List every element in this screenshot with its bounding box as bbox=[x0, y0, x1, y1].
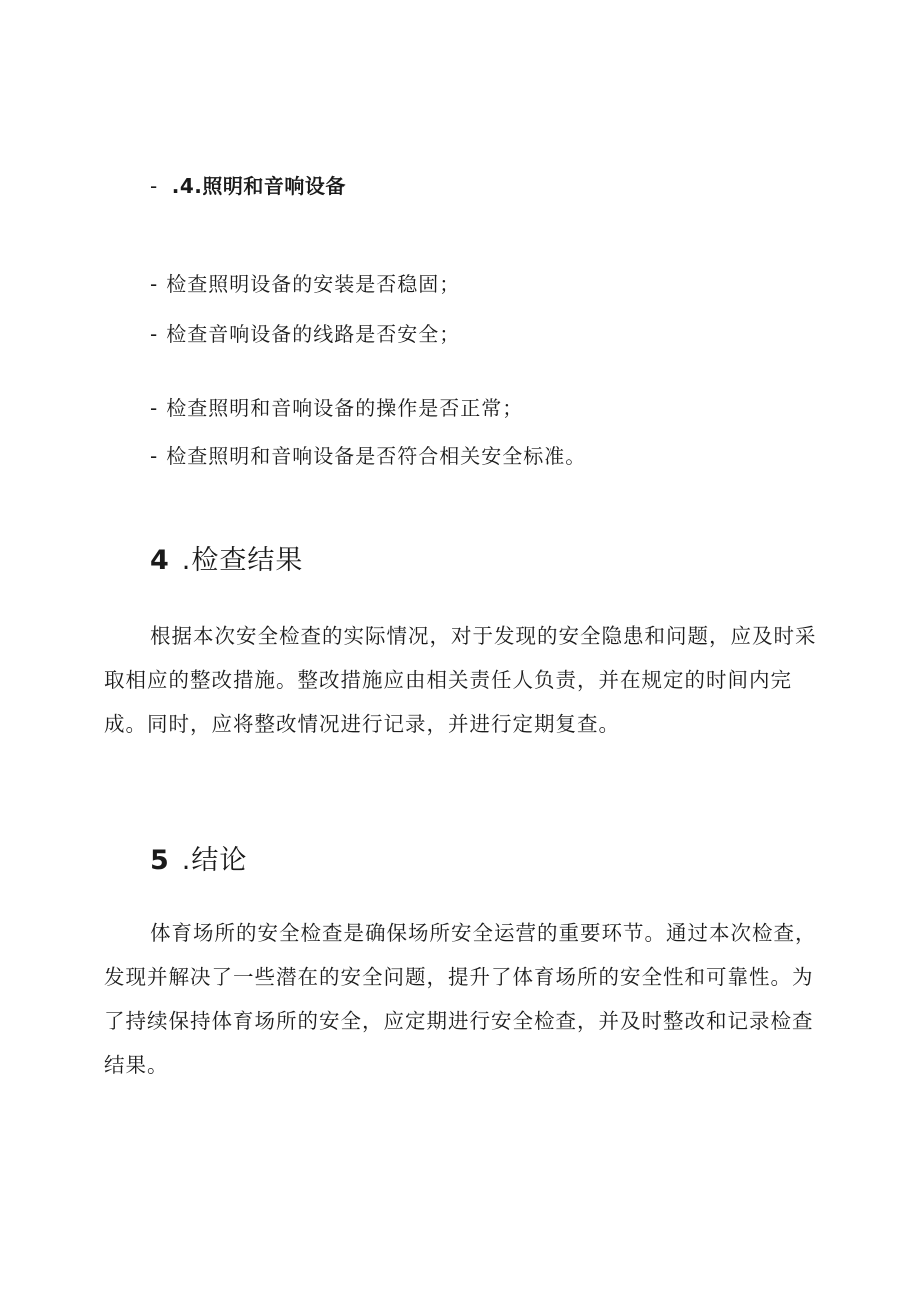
section-4-title: .检查结果 bbox=[181, 545, 304, 576]
checklist-item bbox=[150, 268, 460, 297]
section-4-heading bbox=[150, 538, 303, 577]
checklist-dash: - bbox=[150, 272, 159, 296]
checklist-text: 检查照明设备的安装是否稳固； bbox=[166, 272, 461, 296]
section-4-paragraph: 根据本次安全检查的实际情况，对于发现的安全隐患和问题，应及时采取相应的整改措施。整改措施应由相关责任人负责，并在规定的时间内完成。同时，应将整改情况进行记录，并进行定期复查。 bbox=[104, 624, 817, 736]
subsection-title: 照明和音响设备 bbox=[202, 174, 346, 198]
checklist-text: 检查照明和音响设备的操作是否正常； bbox=[166, 396, 524, 420]
checklist-dash: - bbox=[150, 322, 159, 346]
subsection-number: .4. bbox=[171, 174, 203, 198]
section-5-paragraph: 体育场所的安全检查是确保场所安全运营的重要环节。通过本次检查，发现并解决了一些潜在的安全问题，提升了体育场所的安全性和可靠性。为了持续保持体育场所的安全，应定期进行安全检查，并及时整改和记录检查结果。 bbox=[104, 921, 817, 1077]
checklist-item bbox=[150, 318, 460, 347]
checklist-text: 检查照明和音响设备是否符合相关安全标准。 bbox=[166, 444, 587, 468]
section-5-number: 5 bbox=[150, 845, 170, 876]
checklist-dash: - bbox=[150, 396, 159, 420]
subsection-dash: - bbox=[150, 174, 158, 198]
checklist-item bbox=[150, 392, 523, 421]
checklist-text: 检查音响设备的线路是否安全； bbox=[166, 322, 461, 346]
checklist-dash: - bbox=[150, 444, 159, 468]
checklist-item bbox=[150, 440, 586, 469]
section-5-title: .结论 bbox=[181, 845, 248, 876]
section-5-heading bbox=[150, 838, 247, 877]
subsection-heading bbox=[150, 170, 346, 199]
section-4-number: 4 bbox=[150, 545, 170, 576]
